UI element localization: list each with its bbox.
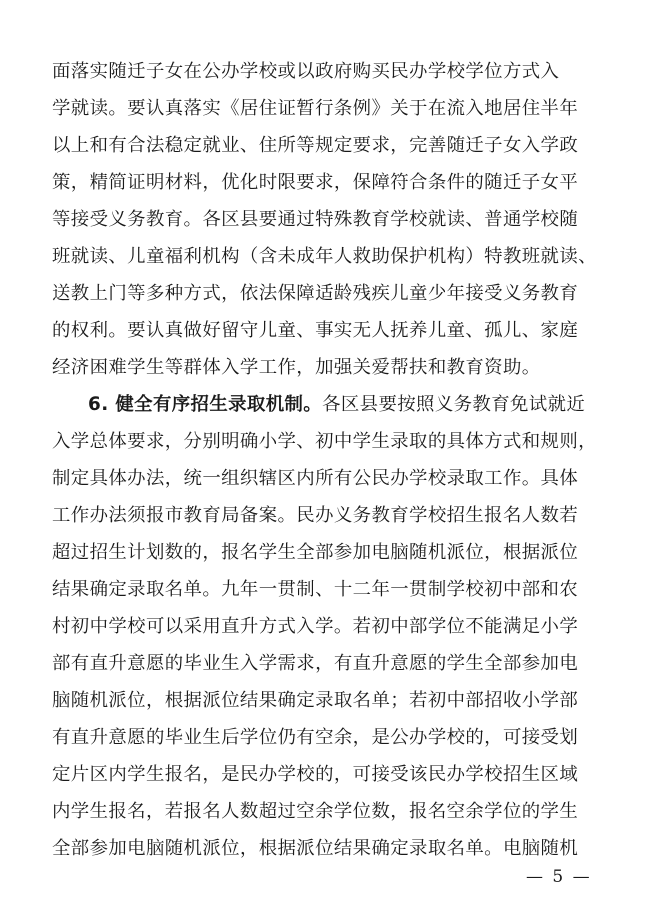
section-6-line: 入学总体要求，分别明确小学、初中学生录取的具体方式和规则， — [52, 431, 597, 452]
section-6-line: 村初中学校可以采用直升方式入学。若初中部学位不能满足小学 — [52, 616, 579, 637]
section-6-line: 部有直升意愿的毕业生入学需求，有直升意愿的学生全部参加电 — [52, 653, 579, 674]
section-6-line: 结果确定录取名单。九年一贯制、十二年一贯制学校初中部和农 — [52, 579, 579, 600]
section-6-first-line — [88, 393, 600, 417]
section-6-line: 制定具体办法，统一组织辖区内所有公民办学校录取工作。具体 — [52, 468, 579, 489]
paragraph-1-line: 班就读、儿童福利机构（含未成年人救助保护机构）特教班就读、 — [52, 246, 597, 267]
section-6-line: 定片区内学生报名，是民办学校的，可接受该民办学校招生区域 — [52, 764, 579, 785]
section-6-line: 内学生报名，若报名人数超过空余学位数，报名空余学位的学生 — [52, 801, 579, 822]
section-6-heading: 6. 健全有序招生录取机制。 — [88, 394, 323, 415]
section-6-line: 超过招生计划数的，报名学生全部参加电脑随机派位，根据派位 — [52, 542, 579, 563]
paragraph-1-line: 送教上门等多种方式，依法保障适龄残疾儿童少年接受义务教育 — [52, 283, 579, 304]
paragraph-1-line: 学就读。要认真落实《居住证暂行条例》关于在流入地居住半年 — [52, 98, 579, 119]
section-6-line: 脑随机派位，根据派位结果确定录取名单；若初中部招收小学部 — [52, 690, 579, 711]
paragraph-1-line: 等接受义务教育。各区县要通过特殊教育学校就读、普通学校随 — [52, 209, 579, 230]
paragraph-1-line: 面落实随迁子女在公办学校或以政府购买民办学校学位方式入 — [52, 61, 560, 82]
section-6-line: 工作办法须报市教育局备案。民办义务教育学校招生报名人数若 — [52, 505, 579, 526]
paragraph-1-line: 策，精简证明材料，优化时限要求，保障符合条件的随迁子女平 — [52, 172, 579, 193]
page-number: — 5 — — [526, 867, 592, 887]
paragraph-1-line: 经济困难学生等群体入学工作，加强关爱帮扶和教育资助。 — [52, 357, 541, 378]
paragraph-1-line: 以上和有合法稳定就业、住所等规定要求，完善随迁子女入学政 — [52, 135, 579, 156]
section-6-line: 有直升意愿的毕业生后学位仍有空余，是公办学校的，可接受划 — [52, 727, 579, 748]
paragraph-1-line: 的权利。要认真做好留守儿童、事实无人抚养儿童、孤儿、家庭 — [52, 320, 579, 341]
section-6-first-line-text: 各区县要按照义务教育免试就近 — [322, 394, 586, 415]
section-6-line: 全部参加电脑随机派位，根据派位结果确定录取名单。电脑随机 — [52, 838, 579, 859]
